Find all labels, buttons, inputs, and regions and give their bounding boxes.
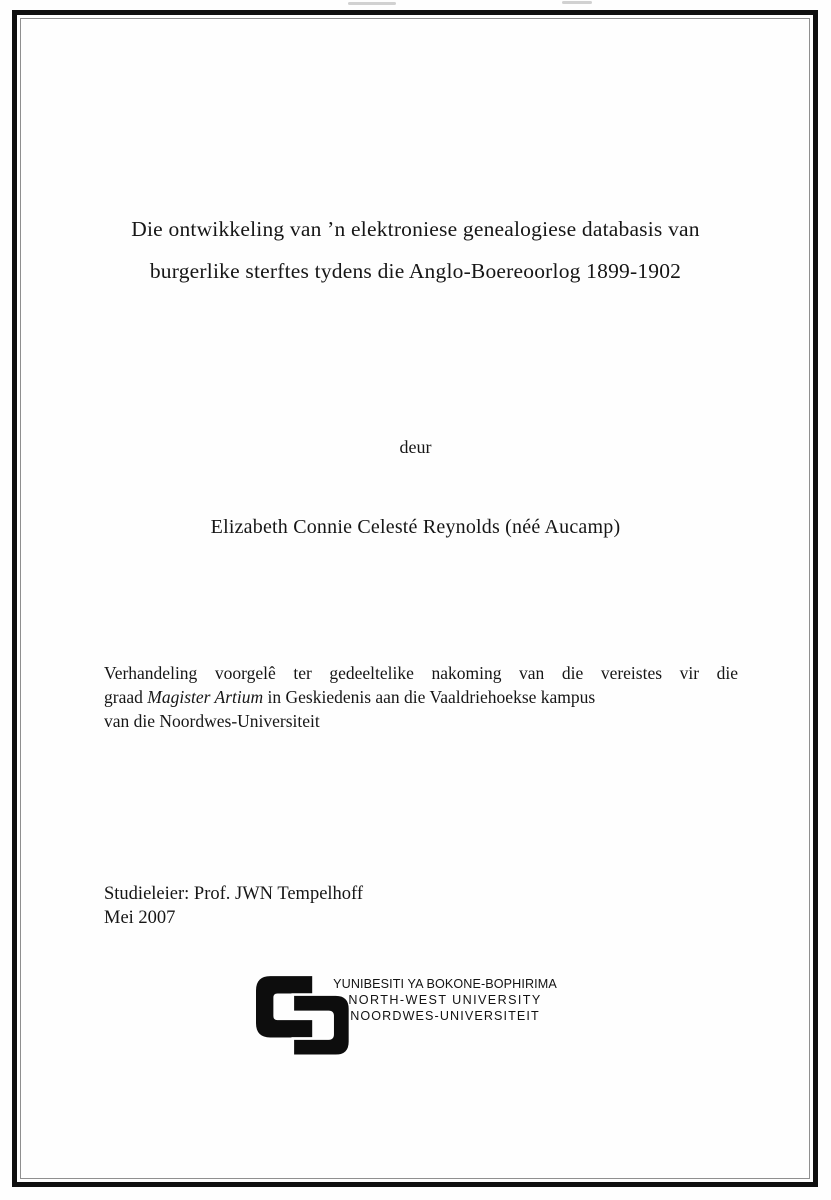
title-line-1: Die ontwikkeling van ’n elektroniese genealogiese databasis van: [131, 217, 700, 241]
university-name-block: [318, 976, 572, 1024]
statement-line-3: van die Noordwes-Universiteit: [104, 711, 320, 731]
byline: deur: [399, 437, 432, 457]
author-name: Elizabeth Connie Celesté Reynolds (néé Aucamp): [210, 516, 621, 538]
university-name-english: NORTH-WEST UNIVERSITY: [348, 993, 542, 1007]
statement-line-2: [104, 685, 738, 709]
statement-line2-suffix: in Geskiedenis aan die Vaaldriehoekse kampus: [263, 687, 596, 707]
supervisor-line: Studieleier: Prof. JWN Tempelhoff: [104, 884, 364, 904]
scan-artifact: [348, 2, 396, 5]
title-line-2: burgerlike sterftes tydens die Anglo-Boereoorlog 1899-1902: [149, 259, 682, 283]
degree-statement: [104, 661, 738, 733]
date-line: Mei 2007: [104, 908, 176, 928]
page-title: [60, 208, 771, 292]
degree-name-italic: Magister Artium: [147, 687, 264, 707]
statement-line2-prefix: graad: [104, 687, 148, 707]
university-name-setswana: YUNIBESITI YA BOKONE-BOPHIRIMA: [333, 977, 557, 991]
supervisor-block: [104, 882, 363, 930]
scan-artifact: [562, 1, 592, 4]
statement-line-1: Verhandeling voorgelê ter gedeeltelike nakoming van die vereistes vir die: [104, 663, 738, 683]
university-name-afrikaans: NOORDWES-UNIVERSITEIT: [350, 1009, 540, 1023]
